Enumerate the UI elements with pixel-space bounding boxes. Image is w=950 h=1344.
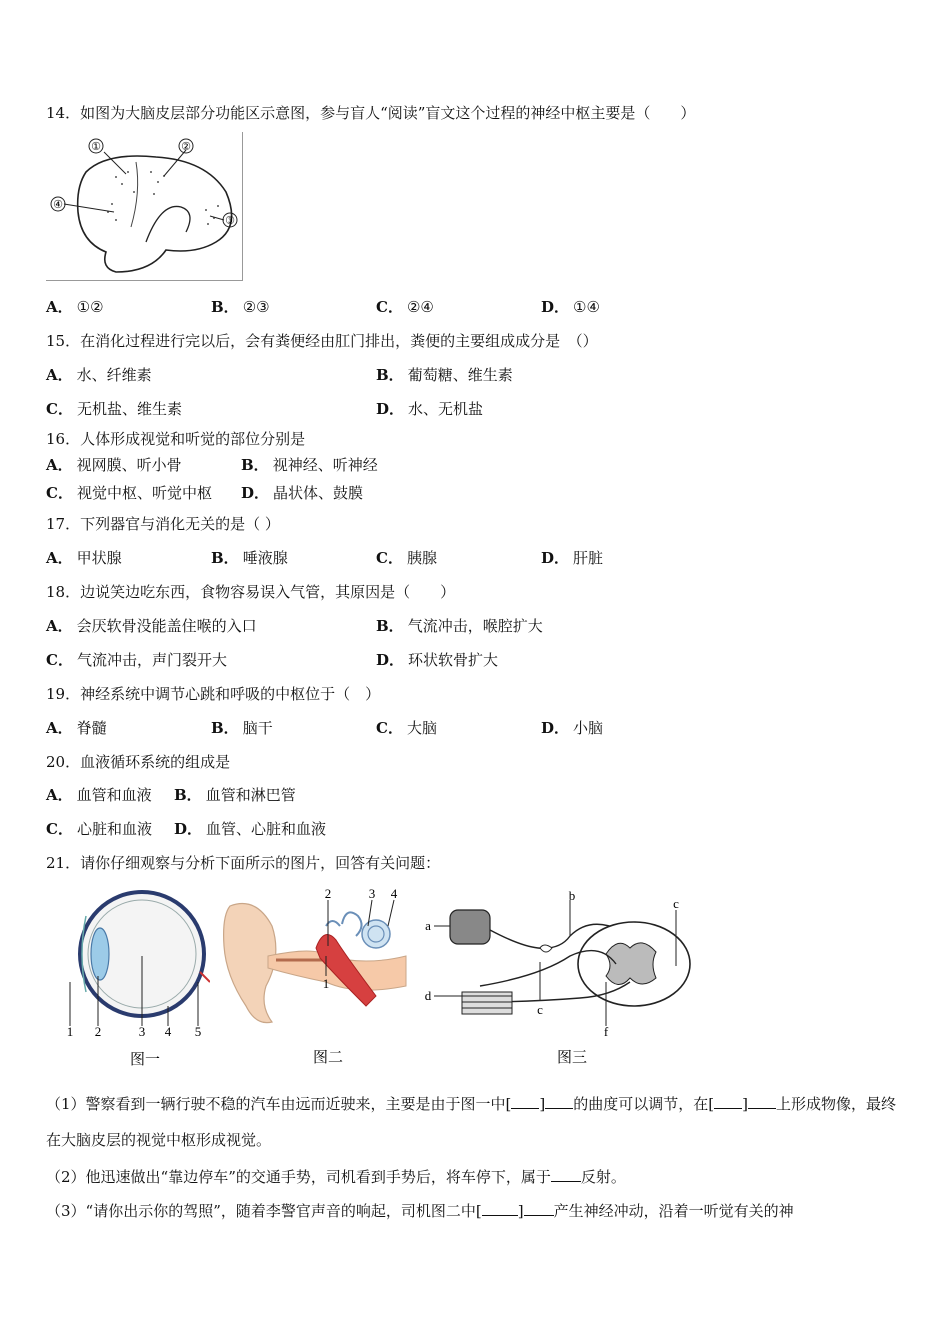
brain-cortex-figure bbox=[46, 132, 243, 281]
q21-stem: 21．请你仔细观察与分析下面所示的图片，回答有关问题： bbox=[46, 854, 441, 872]
q20-option-c[interactable]: C． 心脏和血液 bbox=[46, 820, 152, 838]
reflex-label-c-top: c bbox=[673, 896, 679, 911]
eye-label-3: 3 bbox=[138, 1024, 146, 1039]
q15-option-d[interactable]: D． 水、无机盐 bbox=[376, 400, 484, 418]
q21-part3: （3）“请你出示你的驾照”，随着李警官声音的响起，司机图二中[ ] 产生神经冲动，沿着一听觉有关的神 bbox=[46, 1202, 794, 1220]
q17-option-b[interactable]: B． 唾液腺 bbox=[211, 549, 288, 567]
reflex-label-d: d bbox=[424, 988, 432, 1003]
ear-label-4: 4 bbox=[390, 886, 398, 901]
fig3-caption: 图三 bbox=[556, 1050, 588, 1066]
q18-stem: 18．边说笑边吃东西，食物容易误入气管，其原因是（ ） bbox=[46, 583, 456, 601]
reflex-label-b: b bbox=[568, 888, 576, 903]
fig1-caption: 图一 bbox=[129, 1052, 161, 1068]
eye-label-4: 4 bbox=[164, 1024, 172, 1039]
q17-stem: 17．下列器官与消化无关的是（ ） bbox=[46, 515, 280, 533]
eye-label-2: 2 bbox=[94, 1024, 102, 1039]
q14-option-a[interactable]: A． ①② bbox=[46, 298, 104, 316]
q20-option-b[interactable]: B． 血管和淋巴管 bbox=[174, 786, 296, 804]
q18-option-d[interactable]: D． 环状软骨扩大 bbox=[376, 651, 499, 669]
q19-option-d[interactable]: D． 小脑 bbox=[541, 719, 604, 737]
q15-option-b[interactable]: B． 葡萄糖、维生素 bbox=[376, 366, 513, 384]
q14-option-d[interactable]: D． ①④ bbox=[541, 298, 600, 316]
q16-option-c[interactable]: C． 视觉中枢、听觉中枢 bbox=[46, 484, 212, 502]
brain-label-2: ② bbox=[181, 141, 191, 153]
eye-label-5: 5 bbox=[194, 1024, 202, 1039]
q16-option-a[interactable]: A． 视网膜、听小骨 bbox=[46, 456, 182, 474]
q21-part2: （2）他迅速做出“靠边停车”的交通手势，司机看到手势后，将车停下，属于 反射。 bbox=[46, 1168, 626, 1186]
q17-option-d[interactable]: D． 肝脏 bbox=[541, 549, 604, 567]
q18-option-b[interactable]: B． 气流冲击，喉腔扩大 bbox=[376, 617, 543, 635]
ear-figure bbox=[216, 886, 412, 1072]
q14-stem: 14．如图为大脑皮层部分功能区示意图，参与盲人“阅读”盲文这个过程的神经中枢主要是（ ） bbox=[46, 104, 696, 122]
q15-option-c[interactable]: C． 无机盐、维生素 bbox=[46, 400, 182, 418]
q21-blank-6[interactable] bbox=[482, 1201, 518, 1216]
q17-option-c[interactable]: C． 胰腺 bbox=[376, 549, 437, 567]
q18-option-c[interactable]: C． 气流冲击，声门裂开大 bbox=[46, 651, 227, 669]
q15-option-a[interactable]: A． 水、纤维素 bbox=[46, 366, 152, 384]
eye-figure bbox=[60, 886, 210, 1072]
q21-blank-4[interactable] bbox=[748, 1094, 776, 1109]
q21-part1: （1）警察看到一辆行驶不稳的汽车由远而近驶来，主要是由于图一中[ ] 的曲度可以调节，在[ ] 上形成物像，最终在大脑皮层的视觉中枢形成视觉。 bbox=[46, 1095, 896, 1149]
q19-option-b[interactable]: B． 脑干 bbox=[211, 719, 273, 737]
q18-option-a[interactable]: A． 会厌软骨没能盖住喉的入口 bbox=[46, 617, 257, 635]
q21-blank-3[interactable] bbox=[714, 1094, 742, 1109]
q20-stem: 20．血液循环系统的组成是 bbox=[46, 753, 231, 771]
q14-option-b[interactable]: B． ②③ bbox=[211, 298, 270, 316]
q20-option-a[interactable]: A． 血管和血液 bbox=[46, 786, 152, 804]
reflex-label-a: a bbox=[425, 918, 431, 933]
brain-label-4: ④ bbox=[53, 199, 63, 211]
eye-label-1: 1 bbox=[66, 1024, 74, 1039]
ear-label-3: 3 bbox=[368, 886, 376, 901]
q19-option-c[interactable]: C． 大脑 bbox=[376, 719, 437, 737]
q17-option-a[interactable]: A． 甲状腺 bbox=[46, 549, 122, 567]
q21-blank-5[interactable] bbox=[551, 1167, 581, 1182]
reflex-label-c-bottom: c bbox=[537, 1002, 543, 1017]
ear-label-1: 1 bbox=[322, 976, 330, 991]
q15-stem: 15．在消化过程进行完以后，会有粪便经由肛门排出，粪便的主要组成成分是 （） bbox=[46, 332, 598, 350]
brain-label-3: ③ bbox=[225, 215, 235, 227]
brain-label-1: ① bbox=[91, 141, 101, 153]
q16-option-b[interactable]: B． 视神经、听神经 bbox=[241, 456, 378, 474]
q21-blank-7[interactable] bbox=[524, 1201, 554, 1216]
reflex-label-f: f bbox=[603, 1024, 609, 1039]
q14-option-c[interactable]: C． ②④ bbox=[376, 298, 434, 316]
q19-option-a[interactable]: A． 脊髓 bbox=[46, 719, 107, 737]
reflex-arc-figure bbox=[420, 886, 700, 1072]
q19-stem: 19．神经系统中调节心跳和呼吸的中枢位于（ ） bbox=[46, 685, 381, 703]
ear-label-2: 2 bbox=[324, 886, 332, 901]
q16-option-d[interactable]: D． 晶状体、鼓膜 bbox=[241, 484, 364, 502]
q21-blank-2[interactable] bbox=[545, 1094, 573, 1109]
q16-stem: 16．人体形成视觉和听觉的部位分别是 bbox=[46, 430, 306, 448]
q21-blank-1[interactable] bbox=[511, 1094, 539, 1109]
q20-option-d[interactable]: D． 血管、心脏和血液 bbox=[174, 820, 327, 838]
fig2-caption: 图二 bbox=[312, 1050, 344, 1066]
